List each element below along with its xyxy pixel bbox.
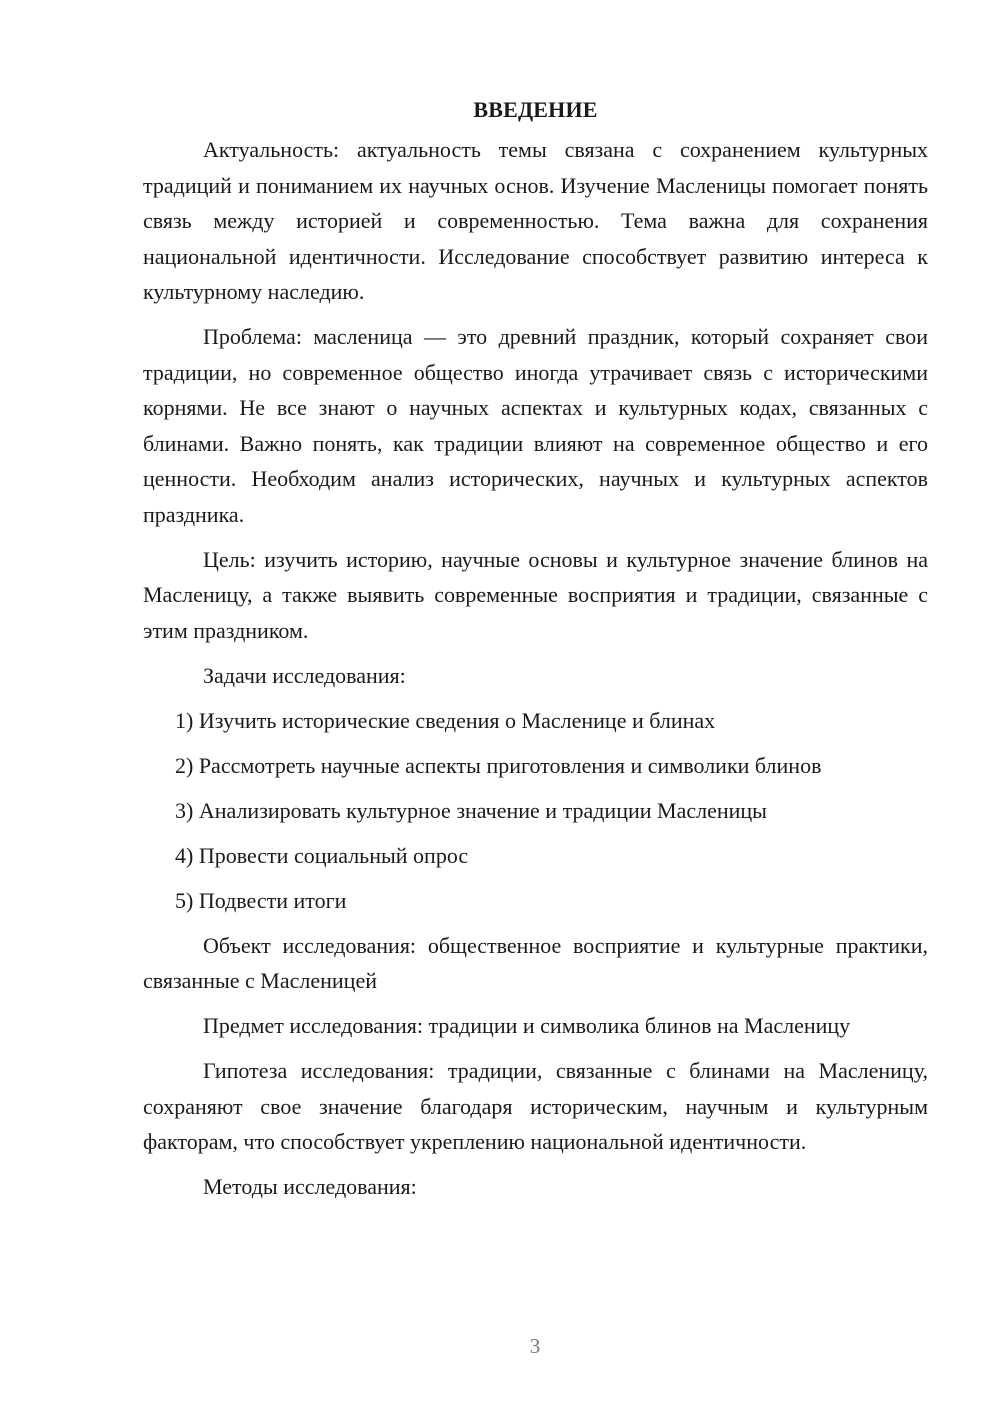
task-item-5: 5) Подвести итоги [175, 887, 347, 913]
object-paragraph: Объект исследования: общественное восприятие и культурные практики, связанные с Масленицей [143, 932, 928, 993]
subject-paragraph: Предмет исследования: традиции и символика блинов на Масленицу [203, 1013, 851, 1038]
task-item-3: 3) Анализировать культурное значение и традиции Масленицы [175, 797, 767, 823]
section-heading: ВВЕДЕНИЕ [473, 97, 598, 122]
task-item-2: 2) Рассмотреть научные аспекты приготовления и символики блинов [175, 752, 822, 778]
hypothesis-paragraph: Гипотеза исследования: традиции, связанные с блинами на Масленицу, сохраняют свое значение благодаря историческим, научным и культурным факторам, что способствует укреплению национальной идентичности. [143, 1058, 928, 1154]
relevance-paragraph: Актуальность: актуальность темы связана с сохранением культурных традиций и пониманием их научных основ. Изучение Масленицы помогает понять связь между историей и современностью. Тема важна для сохранения национальной идентичности. Исследование способствует развитию интереса к культурному наследию. [143, 137, 928, 304]
problem-paragraph: Проблема: масленица — это древний праздник, который сохраняет свои традиции, но современное общество иногда утрачивает связь с историческими корнями. Не все знают о научных аспектах и культурных кодах, связанных с блинами. Важно понять, как традиции влияют на современное общество и его ценности. Необходим анализ исторических, научных и культурных аспектов праздника. [143, 324, 928, 527]
methods-title: Методы исследования: [203, 1174, 417, 1199]
task-item-4: 4) Провести социальный опрос [175, 842, 469, 868]
tasks-title: Задачи исследования: [203, 662, 406, 688]
page-content [143, 92, 928, 1205]
page-number: 3 [529, 1334, 541, 1358]
task-item-1: 1) Изучить исторические сведения о Масленице и блинах [175, 707, 716, 733]
goal-paragraph: Цель: изучить историю, научные основы и культурное значение блинов на Масленицу, а также выявить современные восприятия и традиции, связанные с этим праздником. [143, 546, 928, 643]
